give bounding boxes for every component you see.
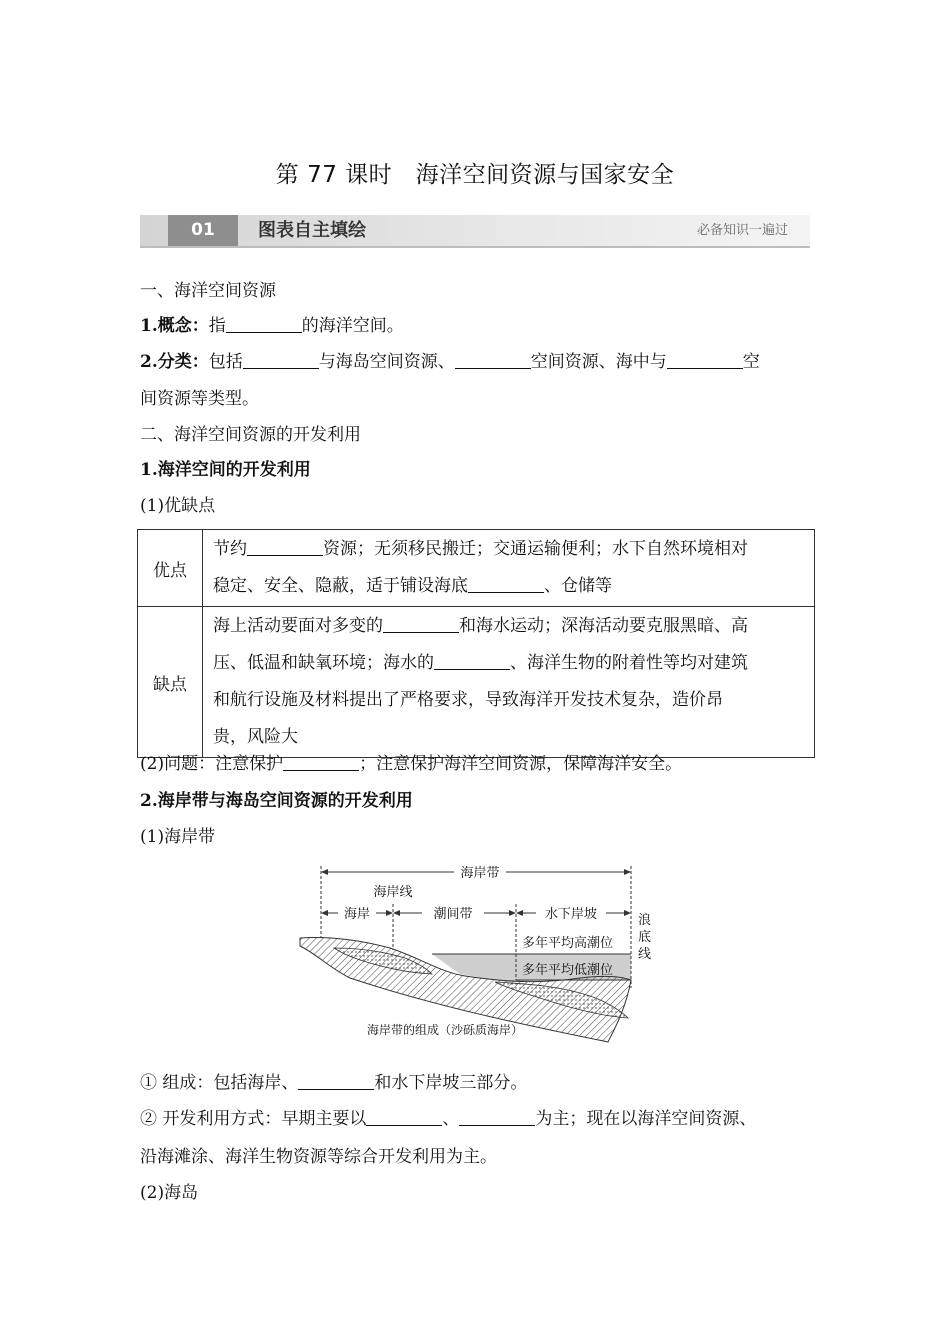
section-title: 图表自主填绘 [258,220,366,241]
text: 指 [208,316,226,336]
fill-blank[interactable] [468,575,544,593]
pros-cons-label: (1)优缺点 [140,496,216,516]
subheading-ocean-space: 1.海洋空间的开发利用 [140,460,311,480]
text: ① 组成：包括海岸、 [140,1073,299,1093]
coastal-zone-label: (1)海岸带 [140,827,216,847]
text: 、海洋生物的附着性等均对建筑 [510,653,748,673]
section-number: 01 [168,215,238,246]
coastal-zone-diagram [290,858,660,1048]
item-development-2: 沿海滩涂、海洋生物资源等综合开发利用为主。 [140,1147,497,1167]
fill-blank[interactable] [366,1108,442,1126]
fill-blank[interactable] [243,351,319,369]
text: 海上活动要面对多变的 [213,616,383,636]
section-subtitle: 必备知识一遍过 [696,223,788,238]
fill-blank[interactable] [226,315,302,333]
page-title: 第 77 课时 海洋空间资源与国家安全 [275,162,675,188]
label-low-tide: 多年平均低潮位 [522,963,614,978]
text: 稳定、安全、隐蔽，适于铺设海底 [213,576,468,596]
heading-1: 一、海洋空间资源 [140,281,276,301]
text: 贵，风险大 [213,727,298,747]
wave-base-char: 线 [638,947,652,962]
concept-label: 1.概念： [140,316,209,336]
diagram-caption: 海岸带的组成（沙砾质海岸） [367,1023,524,1037]
table-row [138,607,815,758]
text: 和海水运动；深海活动要克服黑暗、高 [459,616,748,636]
item-composition [140,1071,527,1095]
heading-2: 二、海洋空间资源的开发利用 [140,425,361,445]
fill-blank[interactable] [283,753,359,771]
label-coastline: 海岸线 [373,885,413,900]
concept-line [140,314,404,338]
island-label: (2)海岛 [140,1183,199,1203]
text: (2)问题：注意保护 [140,754,284,774]
text: 为主；现在以海洋空间资源、 [535,1109,757,1129]
wave-base-char: 底 [638,930,652,945]
fill-blank[interactable] [298,1072,374,1090]
pros-label: 优点 [138,530,203,607]
text: 资源；无须移民搬迁；交通运输便利；水下自然环境相对 [323,539,748,559]
classification-label: 2.分类： [140,352,209,372]
section-banner [140,215,810,248]
label-coastal-zone: 海岸带 [460,866,500,881]
label-wave-base [638,913,651,962]
fill-blank[interactable] [459,1108,535,1126]
classification-line [140,350,760,374]
text: 与海岛空间资源、 [318,352,455,372]
fill-blank[interactable] [383,615,459,633]
text: 空间资源、海中与 [530,352,667,372]
text: 、 [442,1109,460,1129]
pros-cons-table [137,529,815,758]
fill-blank[interactable] [455,351,531,369]
fill-blank[interactable] [667,351,743,369]
text: 和水下岸坡三部分。 [374,1073,528,1093]
text: 的海洋空间。 [301,316,404,336]
item-development [140,1107,756,1131]
label-shore: 海岸 [343,907,371,922]
table-row [138,530,815,607]
label-intertidal: 潮间带 [433,907,473,922]
wave-base-char: 浪 [638,913,652,928]
text: 压、低温和缺氧环境；海水的 [213,653,434,673]
label-high-tide: 多年平均高潮位 [522,936,614,951]
fill-blank[interactable] [247,538,323,556]
text: 和航行设施及材料提出了严格要求，导致海洋开发技术复杂，造价昂 [213,690,723,710]
problem-line [140,752,682,776]
text: ② 开发利用方式：早期主要以 [140,1109,367,1129]
pros-content [203,530,815,607]
wave-base-text [638,913,651,962]
cons-content [203,607,815,758]
text: 、仓储等 [544,576,612,596]
classification-line-2: 间资源等类型。 [140,389,259,409]
subheading-coast-island: 2.海岸带与海岛空间资源的开发利用 [140,791,413,811]
text: 包括 [208,352,243,372]
cons-label: 缺点 [138,607,203,758]
text: 节约 [213,539,247,559]
text: 空 [742,352,760,372]
fill-blank[interactable] [434,652,510,670]
label-underwater-slope: 水下岸坡 [544,907,598,922]
text: ；注意保护海洋空间资源，保障海洋安全。 [359,754,683,774]
